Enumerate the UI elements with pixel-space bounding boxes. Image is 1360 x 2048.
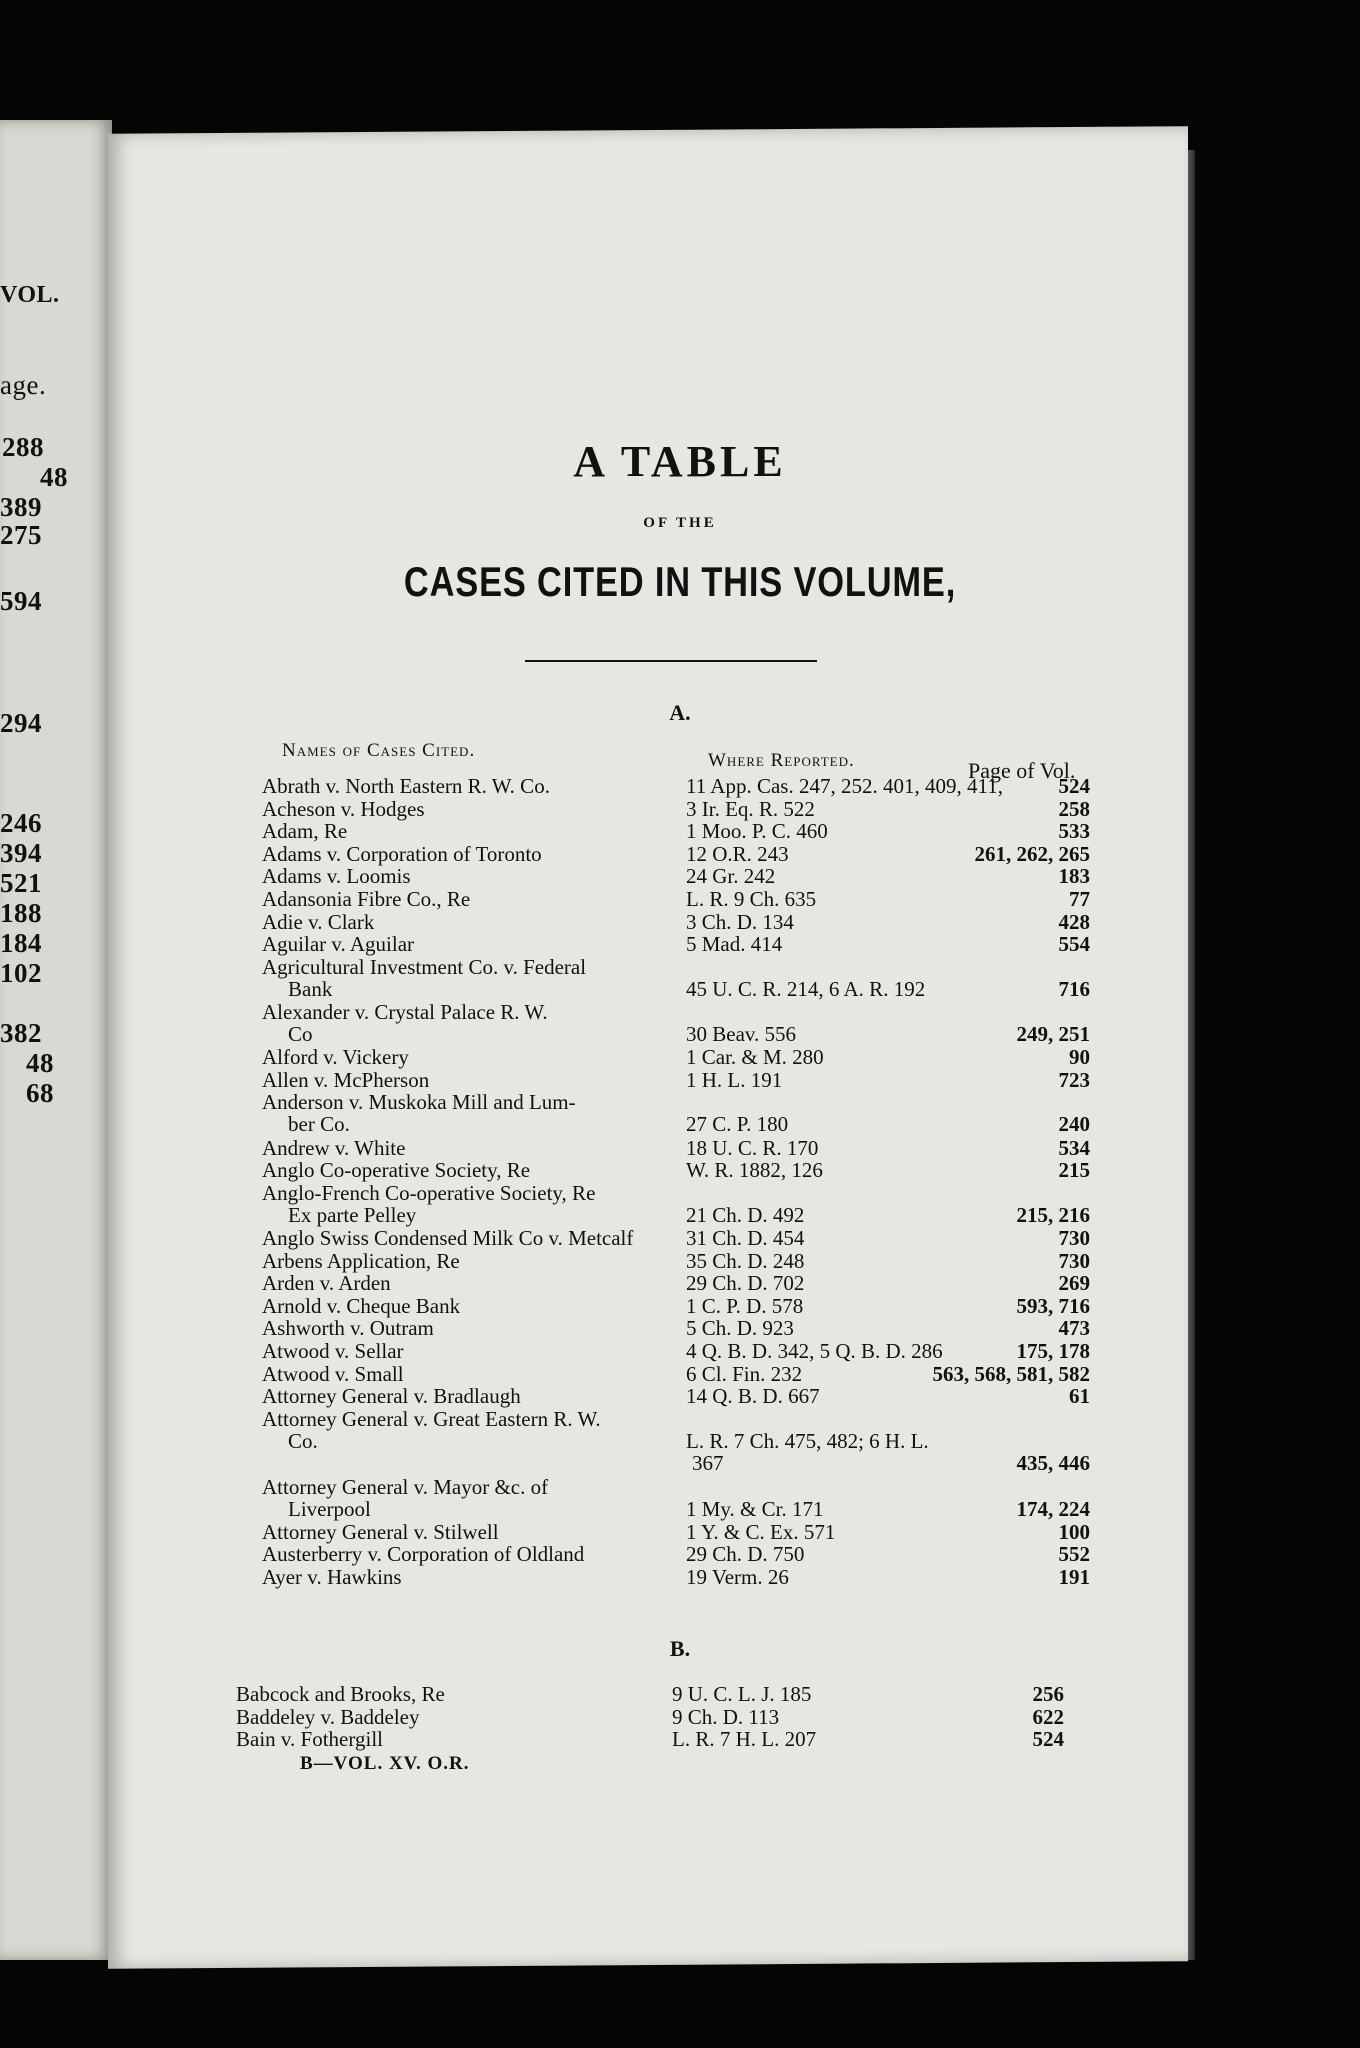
case-where-reported: 11 App. Cas. 247, 252. 401, 409, 411, [686, 774, 1003, 798]
case-where-reported: 1 Y. & C. Ex. 571 [686, 1519, 836, 1544]
case-row [0, 1340, 1360, 1362]
case-row [0, 1406, 1360, 1475]
case-row [0, 1385, 1360, 1407]
case-where-reported: 9 Ch. D. 113 [672, 1704, 780, 1729]
case-where-reported: 45 U. C. R. 214, 6 A. R. 192 [686, 976, 926, 1001]
left-fragment: 184 [0, 928, 42, 958]
case-name: Adie v. Clark [262, 909, 375, 934]
left-fragment: age. [0, 370, 47, 400]
case-page: 534 [1058, 1135, 1090, 1160]
case-row [0, 843, 1360, 865]
left-fragment: 48 [40, 462, 68, 492]
case-row [0, 1706, 1360, 1728]
case-name: Adansonia Fibre Co., Re [262, 887, 471, 911]
case-page: 258 [1058, 796, 1090, 821]
case-where-reported-continued: 367 [692, 1450, 724, 1475]
left-fragment: 594 [0, 586, 42, 616]
case-name: Arden v. Arden [262, 1271, 391, 1296]
case-row [0, 1474, 1360, 1521]
case-name: Austerberry v. Corporation of Oldland [262, 1542, 585, 1567]
case-row [0, 1272, 1360, 1294]
signature-footer: B—VOL. XV. O.R. [300, 1753, 470, 1774]
left-fragment: 48 [26, 1048, 54, 1078]
case-name: Bain v. Fothergill [236, 1727, 383, 1752]
case-name-continued: Ex parte Pelley [288, 1202, 417, 1227]
case-row [0, 1363, 1360, 1385]
case-name: Anderson v. Muskoka Mill and Lum- [262, 1090, 576, 1115]
case-name-continued: Bank [288, 976, 333, 1001]
case-page: 261, 262, 265 [974, 841, 1090, 866]
case-row [0, 1683, 1360, 1705]
case-page: 215, 216 [1016, 1202, 1090, 1227]
left-fragment: 382 [0, 1018, 42, 1048]
case-name: Adams v. Loomis [262, 864, 411, 889]
case-where-reported: 4 Q. B. D. 342, 5 Q. B. D. 286 [686, 1339, 943, 1363]
case-page: 90 [1069, 1045, 1090, 1070]
case-name: Ashworth v. Outram [262, 1316, 434, 1341]
case-where-reported: 3 Ch. D. 134 [686, 909, 794, 934]
case-row [0, 1317, 1360, 1339]
case-name: Anglo Swiss Condensed Milk Co v. Metcalf [262, 1226, 634, 1250]
case-row [0, 1728, 1360, 1750]
case-name-continued: ber Co. [288, 1112, 350, 1137]
case-page: 100 [1058, 1519, 1090, 1544]
case-page: 175, 178 [1016, 1339, 1090, 1363]
case-where-reported: 9 U. C. L. J. 185 [672, 1682, 812, 1706]
case-name: Anglo Co-operative Society, Re [262, 1158, 531, 1183]
case-name-continued: Co [288, 1022, 313, 1046]
case-name-continued: Liverpool [288, 1496, 371, 1521]
case-page: 174, 224 [1016, 1496, 1090, 1521]
section-letter-a: A. [669, 700, 691, 725]
case-where-reported: 19 Verm. 26 [686, 1565, 789, 1589]
left-fragment: 294 [0, 708, 42, 738]
case-where-reported: 30 Beav. 556 [686, 1022, 797, 1046]
case-page: 215 [1058, 1158, 1090, 1183]
case-where-reported: 18 U. C. R. 170 [686, 1135, 819, 1160]
left-fragment: 246 [0, 808, 42, 838]
case-page: 269 [1058, 1271, 1090, 1296]
case-name: Baddeley v. Baddeley [236, 1704, 420, 1729]
case-where-reported: 12 O.R. 243 [686, 841, 789, 866]
case-page: 533 [1058, 819, 1090, 844]
left-fragment: 275 [0, 520, 42, 550]
case-name: Abrath v. North Eastern R. W. Co. [262, 774, 550, 798]
case-page: 723 [1058, 1067, 1090, 1092]
case-page: 77 [1069, 887, 1090, 911]
case-where-reported: L. R. 7 Ch. 475, 482; 6 H. L. [686, 1428, 929, 1453]
case-name: Babcock and Brooks, Re [236, 1682, 445, 1706]
case-row [0, 1543, 1360, 1565]
case-page: 730 [1058, 1226, 1090, 1250]
case-name: Attorney General v. Stilwell [262, 1519, 499, 1544]
case-name: Allen v. McPherson [262, 1067, 430, 1092]
case-row [0, 1227, 1360, 1249]
case-name: Atwood v. Sellar [262, 1339, 404, 1363]
case-page: 183 [1058, 864, 1090, 889]
case-where-reported: 14 Q. B. D. 667 [686, 1384, 820, 1409]
case-row [0, 1250, 1360, 1272]
page-title: A TABLE [573, 437, 787, 486]
case-row [0, 1180, 1360, 1227]
left-fragment: VOL. [0, 282, 60, 308]
section-letter-b: B. [669, 1636, 691, 1661]
case-page: 716 [1058, 976, 1090, 1001]
case-page: 552 [1058, 1542, 1090, 1567]
case-where-reported: L. R. 9 Ch. 635 [686, 887, 817, 911]
case-row [0, 865, 1360, 887]
case-page: 473 [1058, 1316, 1090, 1341]
case-name: Adams v. Corporation of Toronto [262, 841, 542, 866]
case-where-reported: 5 Ch. D. 923 [686, 1316, 794, 1341]
case-name-continued: Co. [288, 1428, 318, 1453]
case-row [0, 1566, 1360, 1588]
case-page: 249, 251 [1016, 1022, 1090, 1046]
case-where-reported: 3 Ir. Eq. R. 522 [686, 796, 815, 821]
case-row [0, 820, 1360, 842]
case-where-reported: 35 Ch. D. 248 [686, 1248, 805, 1273]
case-name: Attorney General v. Bradlaugh [262, 1384, 521, 1409]
case-where-reported: 31 Ch. D. 454 [686, 1226, 805, 1250]
case-row [0, 933, 1360, 955]
case-row [0, 1137, 1360, 1159]
case-where-reported: W. R. 1882, 126 [686, 1158, 823, 1183]
case-where-reported: 6 Cl. Fin. 232 [686, 1361, 803, 1386]
case-page: 61 [1069, 1384, 1090, 1409]
left-fragment: 521 [0, 868, 42, 898]
case-name: Andrew v. White [262, 1135, 406, 1160]
case-where-reported: 21 Ch. D. 492 [686, 1202, 805, 1227]
case-name: Attorney General v. Mayor &c. of [262, 1474, 549, 1499]
case-row [0, 798, 1360, 820]
case-page: 256 [1032, 1682, 1064, 1706]
case-name: Adam, Re [262, 819, 348, 844]
case-row [0, 1090, 1360, 1137]
case-name: Alford v. Vickery [262, 1045, 409, 1070]
left-fragment: 102 [0, 958, 42, 988]
case-page: 554 [1058, 932, 1090, 957]
case-where-reported: L. R. 7 H. L. 207 [672, 1727, 817, 1752]
column-header-where: Where Reported. [708, 750, 855, 771]
case-page: 191 [1058, 1565, 1090, 1589]
left-fragment: 389 [0, 492, 42, 522]
case-name: Arnold v. Cheque Bank [262, 1293, 461, 1318]
case-page: 622 [1032, 1704, 1064, 1729]
case-page: 435, 446 [1016, 1450, 1090, 1475]
case-row [0, 1295, 1360, 1317]
title-rule [525, 660, 817, 662]
case-page: 240 [1058, 1112, 1090, 1137]
case-name: Anglo-French Co-operative Society, Re [262, 1180, 596, 1205]
case-where-reported: 24 Gr. 242 [686, 864, 776, 889]
case-where-reported: 1 Moo. P. C. 460 [686, 819, 828, 844]
left-fragment: 288 [2, 432, 44, 462]
case-where-reported: 1 C. P. D. 578 [686, 1293, 804, 1318]
case-where-reported: 1 Car. & M. 280 [686, 1045, 824, 1070]
case-name: Aguilar v. Aguilar [262, 932, 415, 957]
case-page: 563, 568, 581, 582 [932, 1361, 1090, 1386]
case-row [0, 1521, 1360, 1543]
left-fragment: 188 [0, 898, 42, 928]
case-page: 730 [1058, 1248, 1090, 1273]
case-where-reported: 5 Mad. 414 [686, 932, 783, 957]
column-header-page: Page of Vol. [968, 758, 1076, 783]
column-header-names: Names of Cases Cited. [282, 740, 476, 761]
case-name: Alexander v. Crystal Palace R. W. [262, 1000, 548, 1024]
left-fragment: 68 [26, 1078, 54, 1108]
case-where-reported: 1 My. & Cr. 171 [686, 1496, 824, 1521]
case-row [0, 888, 1360, 910]
case-where-reported: 1 H. L. 191 [686, 1067, 783, 1092]
case-name: Agricultural Investment Co. v. Federal [262, 954, 587, 979]
case-where-reported: 27 C. P. 180 [686, 1112, 789, 1137]
case-page: 593, 716 [1016, 1293, 1090, 1318]
case-page: 524 [1032, 1727, 1064, 1752]
page-subtitle: OF THE [643, 515, 717, 531]
case-row [0, 954, 1360, 1001]
case-name: Acheson v. Hodges [262, 796, 425, 821]
left-fragment: 394 [0, 838, 42, 868]
case-name: Attorney General v. Great Eastern R. W. [262, 1406, 601, 1431]
case-name: Ayer v. Hawkins [262, 1565, 402, 1589]
case-page: 524 [1058, 774, 1090, 798]
case-row [0, 911, 1360, 933]
case-row [0, 1046, 1360, 1068]
case-page: 428 [1058, 909, 1090, 934]
case-row [0, 775, 1360, 797]
case-name: Atwood v. Small [262, 1361, 404, 1386]
case-row [0, 1159, 1360, 1181]
case-name: Arbens Application, Re [262, 1248, 460, 1273]
case-where-reported: 29 Ch. D. 702 [686, 1271, 805, 1296]
case-where-reported: 29 Ch. D. 750 [686, 1542, 805, 1567]
page-heading: CASES CITED IN THIS VOLUME, [403, 558, 957, 605]
case-row [0, 1069, 1360, 1091]
